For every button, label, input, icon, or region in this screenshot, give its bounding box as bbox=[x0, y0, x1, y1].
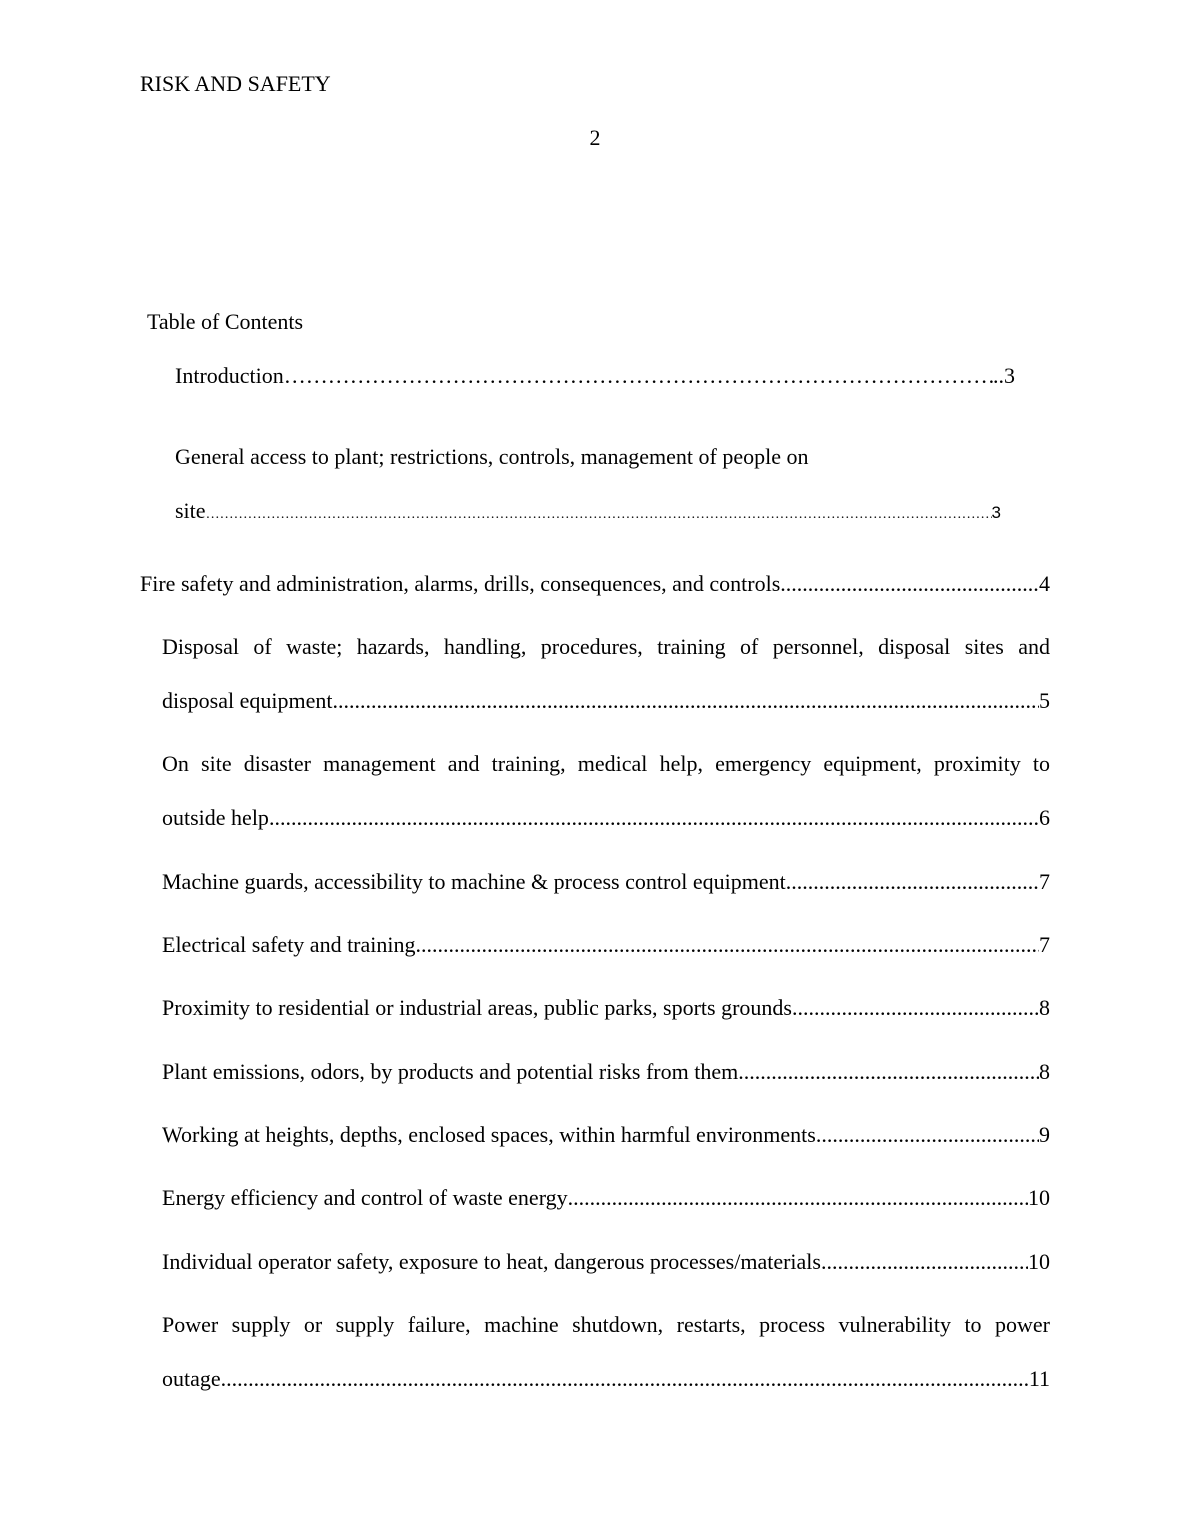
toc-entry-page: ..3 bbox=[993, 363, 1015, 388]
toc-entry-electrical-safety[interactable] bbox=[162, 931, 1050, 959]
toc-leader-dots bbox=[780, 570, 1039, 598]
toc-entry-proximity[interactable] bbox=[162, 994, 1050, 1022]
toc-entry-text: Plant emissions, odors, by products and potential risks from them bbox=[162, 1059, 739, 1084]
toc-entry-page: 3 bbox=[991, 503, 1001, 522]
toc-entry-working-at-heights[interactable] bbox=[162, 1121, 1050, 1149]
toc-entry-introduction[interactable] bbox=[175, 362, 1015, 390]
toc-entry-fire-safety[interactable] bbox=[140, 570, 1050, 598]
toc-entry-page: 11 bbox=[1028, 1366, 1050, 1391]
toc-entry-energy-efficiency[interactable] bbox=[162, 1184, 1050, 1212]
toc-entry-general-access-line2[interactable] bbox=[175, 497, 1001, 529]
toc-entry-text: Energy efficiency and control of waste energy bbox=[162, 1185, 568, 1210]
toc-entry-text: Electrical safety and training bbox=[162, 932, 416, 957]
toc-entry-page: 8 bbox=[1039, 995, 1050, 1020]
page-number: 2 bbox=[589, 125, 601, 150]
toc-leader-dots bbox=[221, 1365, 1029, 1393]
toc-entry-text: Working at heights, depths, enclosed spaces, within harmful environments bbox=[162, 1122, 816, 1147]
toc-entry-page: 9 bbox=[1039, 1122, 1050, 1147]
toc-leader-dots bbox=[284, 362, 993, 390]
toc-entry-disaster-line2[interactable] bbox=[162, 804, 1050, 832]
toc-entry-text: outside help bbox=[162, 805, 269, 830]
toc-leader-dots bbox=[269, 804, 1039, 832]
toc-entry-disposal-line2[interactable] bbox=[162, 687, 1050, 715]
toc-entry-general-access-line1[interactable]: General access to plant; restrictions, controls, management of people on bbox=[175, 444, 809, 469]
toc-entry-page: 8 bbox=[1039, 1059, 1050, 1084]
toc-entry-page: 4 bbox=[1039, 571, 1050, 596]
toc-entry-power-supply-line1[interactable]: Power supply or supply failure, machine shutdown, restarts, process vulnerability to power bbox=[162, 1312, 1050, 1337]
toc-entry-disaster-line1[interactable]: On site disaster management and training, medical help, emergency equipment, proximity to bbox=[162, 751, 1050, 776]
toc-entry-page: 5 bbox=[1039, 688, 1050, 713]
toc-leader-dots bbox=[821, 1248, 1028, 1276]
running-head: RISK AND SAFETY bbox=[140, 71, 331, 96]
toc-entry-operator-safety[interactable] bbox=[162, 1248, 1050, 1276]
toc-leader-dots bbox=[416, 931, 1040, 959]
toc-leader-dots bbox=[792, 994, 1039, 1022]
toc-leader-dots bbox=[816, 1121, 1039, 1149]
toc-entry-text: Fire safety and administration, alarms, drills, consequences, and controls bbox=[140, 571, 781, 596]
toc-leader-dots bbox=[568, 1184, 1028, 1212]
toc-leader-dots bbox=[206, 501, 992, 529]
toc-entry-page: 10 bbox=[1028, 1249, 1050, 1274]
toc-entry-page: 6 bbox=[1039, 805, 1050, 830]
toc-entry-text: disposal equipment bbox=[162, 688, 333, 713]
toc-entry-text: Individual operator safety, exposure to heat, dangerous processes/materials bbox=[162, 1249, 821, 1274]
toc-leader-dots bbox=[738, 1058, 1039, 1086]
toc-entry-page: 10 bbox=[1028, 1185, 1050, 1210]
toc-entry-text: Machine guards, accessibility to machine & process control equipment bbox=[162, 869, 786, 894]
toc-entry-power-supply-line2[interactable] bbox=[162, 1365, 1050, 1393]
toc-entry-text: outage bbox=[162, 1366, 221, 1391]
toc-entry-text: Proximity to residential or industrial areas, public parks, sports grounds bbox=[162, 995, 792, 1020]
toc-entry-text: Introduction bbox=[175, 363, 284, 388]
toc-title: Table of Contents bbox=[147, 309, 304, 334]
toc-entry-disposal-line1[interactable]: Disposal of waste; hazards, handling, procedures, training of personnel, disposal sites and bbox=[162, 634, 1050, 659]
toc-entry-plant-emissions[interactable] bbox=[162, 1058, 1050, 1086]
toc-entry-machine-guards[interactable] bbox=[162, 868, 1050, 896]
toc-entry-page: 7 bbox=[1039, 932, 1050, 957]
toc-leader-dots bbox=[786, 868, 1039, 896]
toc-entry-text: site bbox=[175, 498, 206, 523]
toc-leader-dots bbox=[332, 687, 1039, 715]
toc-entry-page: 7 bbox=[1039, 869, 1050, 894]
